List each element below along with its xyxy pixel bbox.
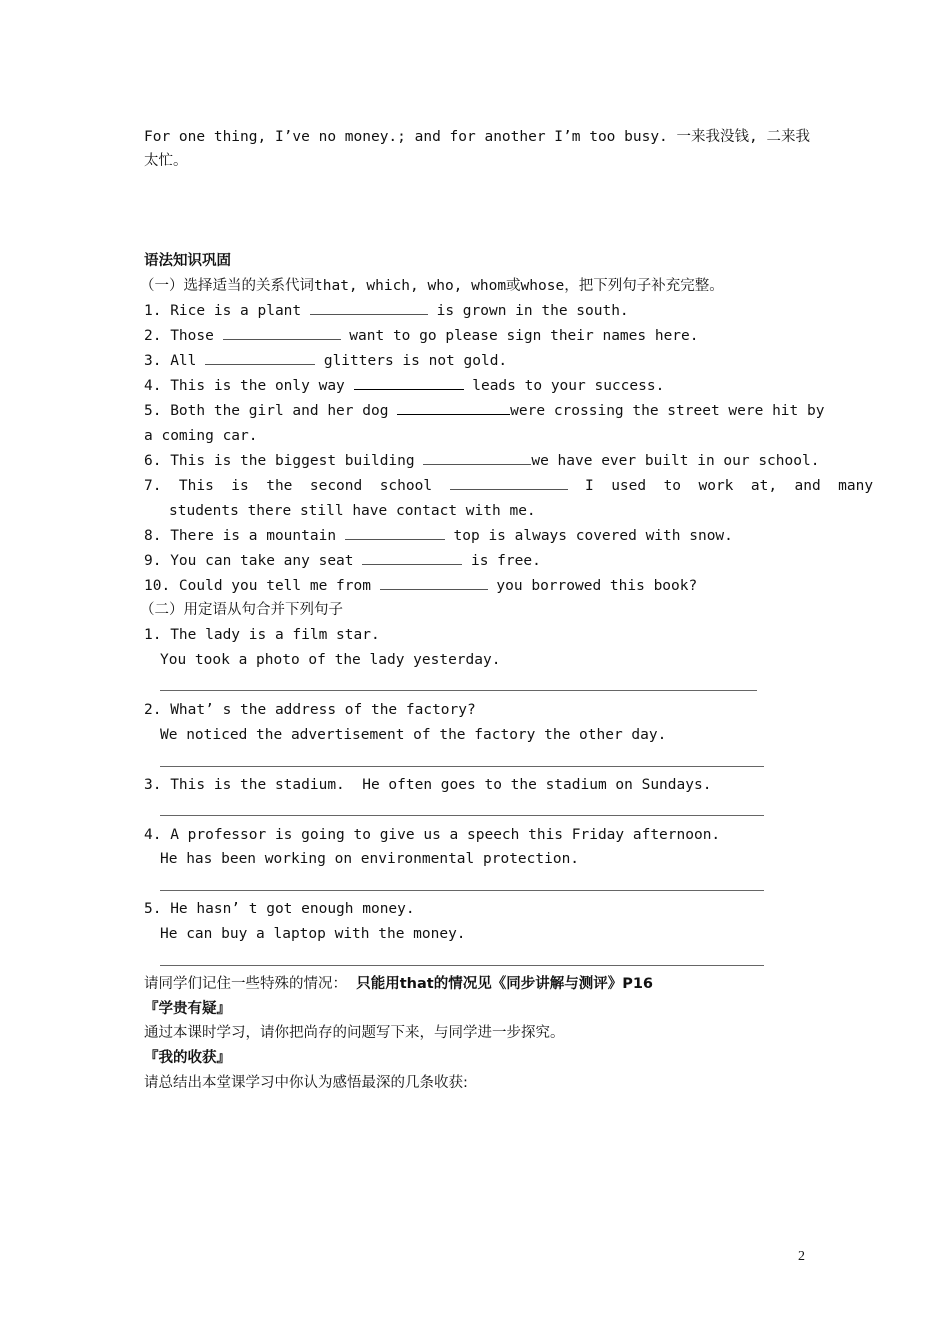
answer-blank[interactable] (205, 352, 315, 365)
item-text-post: you borrowed this book? (487, 578, 698, 594)
fill-item-6 (144, 452, 819, 470)
item-text-post: leads to your success. (463, 378, 665, 394)
answer-line-3[interactable] (160, 815, 764, 816)
item-text-post: is grown in the south. (427, 303, 629, 319)
combine-5-b: He can buy a laptop with the money. (160, 926, 466, 942)
item-text-post: we have ever built in our school. (531, 453, 820, 469)
fill-item-5 (144, 402, 824, 420)
item-text-post: want to go please sign their names here. (340, 328, 699, 344)
item-text-pre: 5. Both the girl and her dog (144, 403, 398, 419)
answer-blank[interactable] (310, 302, 428, 315)
fill-item-2 (144, 327, 699, 345)
intro-line-2: 太忙。 (144, 153, 188, 169)
fill-item-3 (144, 352, 507, 370)
answer-blank[interactable] (380, 577, 488, 590)
questions-text: 通过本课时学习，请你把尚存的问题写下来，与同学进一步探究。 (144, 1025, 565, 1041)
special-note (144, 975, 653, 993)
item-text-pre: 2. Those (144, 328, 223, 344)
note-reference: 只能用that的情况见《同步讲解与测评》P16 (356, 976, 653, 992)
part2-title: （二）用定语从句合并下列句子 (140, 602, 343, 618)
page-number: 2 (798, 1249, 805, 1264)
fill-item-8 (144, 527, 733, 545)
item-text-pre: 3. All (144, 353, 206, 369)
item-text-pre: 8. There is a mountain (144, 528, 345, 544)
answer-blank[interactable] (345, 527, 445, 540)
questions-heading: 『学贵有疑』 (144, 1001, 231, 1017)
item-text-post: were crossing the street were hit by (510, 403, 825, 419)
fill-item-10 (144, 577, 697, 595)
combine-4-b: He has been working on environmental protection. (160, 851, 580, 867)
answer-blank[interactable] (223, 327, 341, 340)
item-text-pre: 1. Rice is a plant (144, 303, 310, 319)
combine-1-b: You took a photo of the lady yesterday. (160, 652, 501, 668)
item-text-pre: 7. This is the second school (144, 478, 450, 494)
answer-blank[interactable] (423, 452, 531, 465)
item-text-post: top is always covered with snow. (444, 528, 733, 544)
item-text-post: is free. (462, 553, 541, 569)
item-text-post: glitters is not gold. (315, 353, 508, 369)
part1-title: （一）选择适当的关系代词that, which, who, whom或whose，把下列句子补充完整。 (140, 278, 724, 294)
answer-blank[interactable] (450, 477, 568, 490)
combine-4-a: 4. A professor is going to give us a speech this Friday afternoon. (144, 827, 721, 843)
item-text-pre: 6. This is the biggest building (144, 453, 424, 469)
combine-2-a: 2. What’ s the address of the factory? (144, 702, 476, 718)
combine-5-a: 5. He hasn’ t got enough money. (144, 901, 415, 917)
answer-blank[interactable] (362, 552, 462, 565)
fill-item-9 (144, 552, 541, 570)
item-text-pre: 4. This is the only way (144, 378, 354, 394)
answer-line-5[interactable] (160, 965, 764, 966)
item-text-pre: 10. Could you tell me from (144, 578, 380, 594)
combine-3-a: 3. This is the stadium. He often goes to the stadium on Sundays. (144, 777, 712, 793)
fill-item-7 (144, 477, 873, 495)
answer-blank[interactable] (354, 377, 464, 390)
combine-2-b: We noticed the advertisement of the factory the other day. (160, 727, 667, 743)
answer-blank[interactable] (397, 402, 510, 415)
grammar-heading: 语法知识巩固 (144, 253, 231, 269)
fill-item-5-cont: a coming car. (144, 428, 258, 444)
note-prefix: 请同学们记住一些特殊的情况： (144, 976, 357, 992)
gains-text: 请总结出本堂课学习中你认为感悟最深的几条收获: (144, 1075, 468, 1091)
item-text-pre: 9. You can take any seat (144, 553, 363, 569)
intro-line-1: For one thing, I’ve no money.; and for another I’m too busy. 一来我没钱, 二来我 (144, 129, 810, 145)
item-text-post: I used to work at, and many (567, 478, 874, 494)
gains-heading: 『我的收获』 (144, 1050, 231, 1066)
fill-item-1 (144, 302, 629, 320)
combine-1-a: 1. The lady is a film star. (144, 627, 380, 643)
answer-line-4[interactable] (160, 890, 764, 891)
fill-item-7-cont: students there still have contact with me. (169, 503, 536, 519)
answer-line-1[interactable] (160, 690, 757, 691)
fill-item-4 (144, 377, 664, 395)
answer-line-2[interactable] (160, 766, 764, 767)
